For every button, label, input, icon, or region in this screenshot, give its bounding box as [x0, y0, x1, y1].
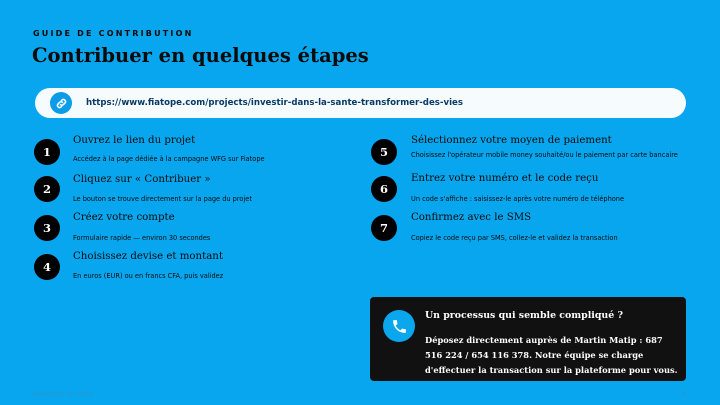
page-title: Contribuer en quelques étapes [32, 44, 369, 67]
step-5-desc: Choisissez l'opérateur mobile money souhaité/ou le paiement par carte bancaire [411, 151, 678, 159]
step-2-badge: 2 [34, 176, 60, 202]
step-1-badge: 1 [34, 139, 60, 165]
step-7-badge: 7 [371, 215, 397, 241]
link-icon [50, 92, 72, 114]
step-5-badge: 5 [371, 139, 397, 165]
step-4-title: Choisissez devise et montant [73, 251, 223, 262]
step-3-desc: Formulaire rapide — environ 30 secondes [73, 234, 211, 242]
step-2-desc: Le bouton se trouve directement sur la page du projet [73, 195, 252, 203]
page-number: 8 [682, 392, 686, 398]
step-6-badge: 6 [371, 176, 397, 202]
step-3-badge: 3 [34, 215, 60, 241]
step-3-title: Créez votre compte [73, 212, 175, 223]
callout-title: Un processus qui semble compliqué ? [425, 310, 623, 321]
callout-text: Déposez directement auprès de Martin Matip : 687 516 224 / 654 116 378. Notre équipe se charge d'effectuer la transaction sur la plateforme pour vous. [425, 335, 678, 375]
step-4-badge: 4 [34, 254, 60, 280]
step-1-desc: Accédez à la page dédiée à la campagne WFG sur Fiatope [73, 155, 265, 163]
step-7-desc: Copiez le code reçu par SMS, collez-le et validez la transaction [411, 234, 618, 242]
step-4-desc: En euros (EUR) ou en francs CFA, puis validez [73, 272, 224, 280]
step-7-title: Confirmez avec le SMS [411, 212, 532, 223]
step-5-title: Sélectionnez votre moyen de paiement [411, 135, 612, 146]
step-1-title: Ouvrez le lien du projet [73, 135, 196, 146]
phone-icon [383, 310, 415, 342]
footer-brand: WARRIORS OF FAITH [33, 392, 93, 398]
step-6-desc: Un code s'affiche : saisissez-le après votre numéro de téléphone [411, 195, 625, 203]
step-6-title: Entrez votre numéro et le code reçu [411, 173, 599, 184]
project-link-bar[interactable] [35, 88, 686, 118]
project-url-link[interactable]: https://www.fiatope.com/projects/investir-dans-la-sante-transformer-des-vies [86, 98, 463, 108]
help-callout [370, 297, 686, 381]
guide-eyebrow: GUIDE DE CONTRIBUTION [33, 29, 194, 38]
step-2-title: Cliquez sur « Contribuer » [73, 174, 211, 185]
